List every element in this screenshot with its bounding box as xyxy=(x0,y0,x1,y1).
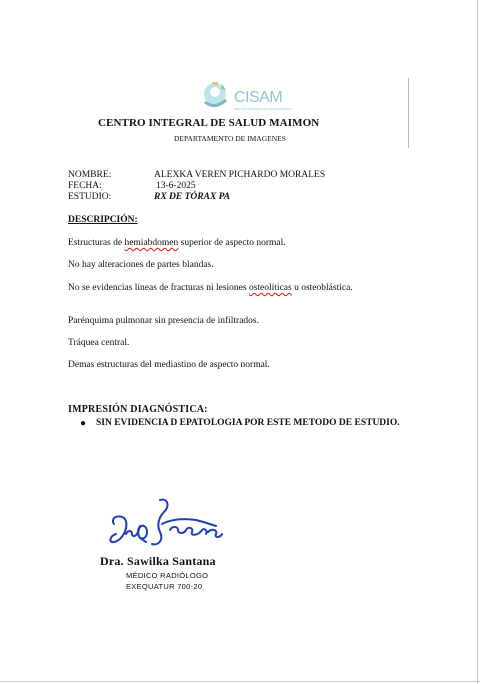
impression-bullet xyxy=(80,418,410,429)
p1-flagged-word: hemiabdomen xyxy=(124,238,179,248)
date-value: 13-6-2025 xyxy=(156,181,196,191)
description-paragraph-1 xyxy=(68,238,388,249)
doctor-title: MÉDICO RADIÓLOGO xyxy=(126,571,209,580)
study-value: RX DE TÓRAX PA xyxy=(154,192,231,202)
logo-text: CISAM xyxy=(234,89,283,106)
page-edge-right xyxy=(477,0,478,684)
doctor-name: Dra. Sawilka Santana xyxy=(100,554,216,568)
name-value: ALEXKA VEREN PICHARDO MORALES xyxy=(154,170,326,180)
p3-text-end: u osteoblástica. xyxy=(291,283,353,293)
study-label: ESTUDIO: xyxy=(68,192,112,202)
impression-title: IMPRESIÓN DIAGNÓSTICA: xyxy=(68,404,208,415)
date-label: FECHA: xyxy=(68,181,102,191)
description-paragraph-3 xyxy=(68,283,388,294)
description-paragraph-2: No hay alteraciones de partes blandas. xyxy=(68,260,214,270)
clinic-name: CENTRO INTEGRAL DE SALUD MAIMON xyxy=(98,117,320,129)
description-paragraph-4: Parénquima pulmonar sin presencia de infiltrados. xyxy=(68,316,260,326)
page-edge-bottom xyxy=(0,681,480,682)
p3-flagged-word: osteolíticas xyxy=(248,283,292,293)
description-title: DESCRIPCIÓN: xyxy=(68,215,138,225)
cisam-logo xyxy=(196,80,296,114)
handwritten-signature xyxy=(100,496,230,556)
name-label: NOMBRE: xyxy=(68,170,112,180)
impression-bullet-text: SIN EVIDENCIA D EPATOLOGIA POR ESTE METODO DE ESTUDIO. xyxy=(96,418,400,428)
department-name: DEPARTAMENTO DE IMAGENES xyxy=(174,134,286,143)
p3-text-start: No se evidencias líneas de fracturas ni lesiones xyxy=(68,283,249,293)
description-paragraph-6: Demas estructuras del mediastino de aspecto normal. xyxy=(68,360,270,370)
logo-subtext: CENTRO INTEGRAL DE SALUD MAIMON xyxy=(234,107,292,111)
doctor-license: EXEQUATUR 700-20 xyxy=(126,582,203,591)
header-divider xyxy=(408,78,409,148)
p1-text-start: Estructuras de xyxy=(68,238,125,248)
bullet-icon: ● xyxy=(80,418,87,429)
description-paragraph-5: Tráquea central. xyxy=(68,338,130,348)
p1-text-end: superior de aspecto normal. xyxy=(178,238,286,248)
cisam-logo-mark-icon xyxy=(196,80,236,114)
